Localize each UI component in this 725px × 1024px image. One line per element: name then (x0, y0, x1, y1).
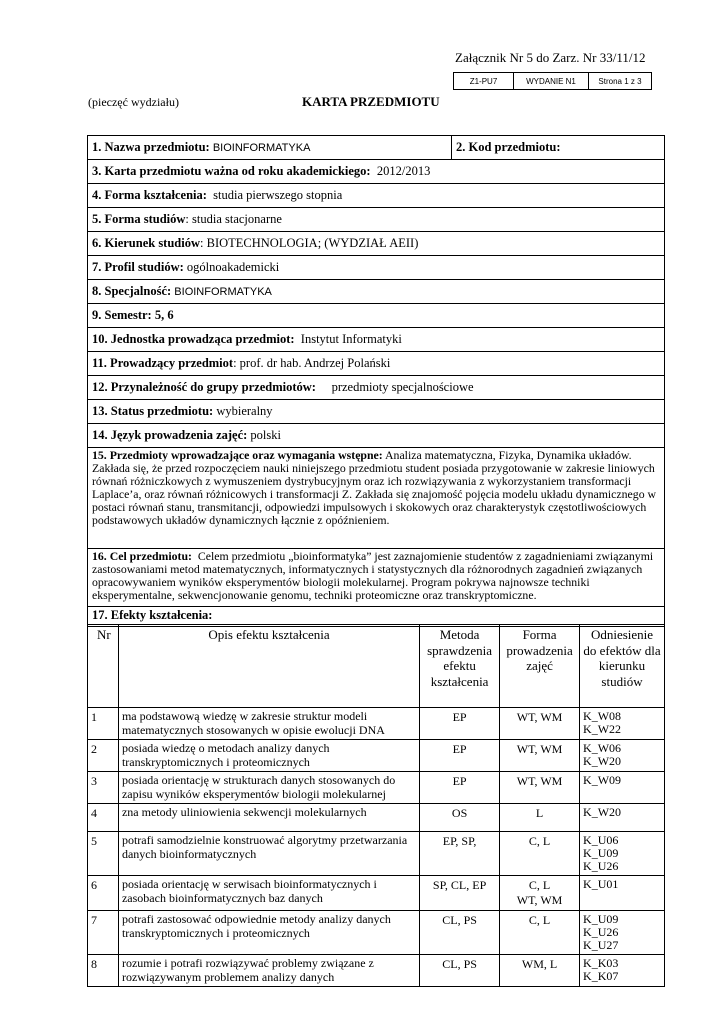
row-reference: K_U06 K_U09 K_U26 (580, 832, 665, 876)
row-form: WT, WM (500, 740, 580, 772)
row-method: OS (420, 804, 500, 832)
field-course-code: 2. Kod przedmiotu: (452, 136, 665, 160)
row-reference: K_K03 K_K07 (580, 955, 665, 987)
row-form: C, L (500, 832, 580, 876)
header-description: Opis efektu kształcenia (118, 625, 419, 708)
row-method: CL, PS (420, 955, 500, 987)
header-nr: Nr (88, 625, 119, 708)
faculty-seal: (pieczęć wydziału) (88, 95, 179, 109)
row-form: WT, WM (500, 772, 580, 804)
row-nr: 8 (88, 955, 119, 987)
annex-note: Załącznik Nr 5 do Zarz. Nr 33/11/12 (455, 50, 646, 65)
header-reference: Odniesienie do efektów dla kierunku studiów (580, 625, 665, 708)
doc-page: Strona 1 z 3 (589, 73, 652, 90)
table-row (88, 708, 665, 740)
row-form: C, L WT, WM (500, 876, 580, 911)
field-course-goal: 16. Cel przedmiotu: Celem przedmiotu „bioinformatyka” jest zaznajomienie studentów z zagadnieniami związanymi zastosowaniami metod matematycznych, informatycznych i statystycznych dla różnorodnych zagadnień związanych opracowywaniem wyników eksperymentów biologii molekularnej. Program pokrywa najnowsze techniki eksperymentalne, sekwencjonowanie genomu, techniki proteomiczne oraz transkryptomiczne. (88, 549, 665, 607)
row-description: potrafi zastosować odpowiednie metody analizy danych transkryptomicznych i proteomicznych (118, 911, 419, 955)
row-form: C, L (500, 911, 580, 955)
field-valid-year: 3. Karta przedmiotu ważna od roku akademickiego: 2012/2013 (88, 160, 665, 184)
row-form: WT, WM (500, 708, 580, 740)
outcomes-header-row (88, 625, 665, 708)
field-learning-outcomes: 17. Efekty kształcenia: (88, 607, 665, 627)
table-row (88, 772, 665, 804)
row-method: EP (420, 740, 500, 772)
field-lecturer: 11. Prowadzący przedmiot: prof. dr hab. Andrzej Polański (88, 352, 665, 376)
field-status: 13. Status przedmiotu: wybieralny (88, 400, 665, 424)
row-nr: 3 (88, 772, 119, 804)
field-subject-group: 12. Przynależność do grupy przedmiotów: przedmioty specjalnościowe (88, 376, 665, 400)
row-reference: K_W06 K_W20 (580, 740, 665, 772)
table-row (88, 740, 665, 772)
row-description: posiada orientację w serwisach bioinformatycznych i zasobach bioinformatycznych baz danych (118, 876, 419, 911)
row-method: EP, SP, (420, 832, 500, 876)
row-nr: 5 (88, 832, 119, 876)
row-method: EP (420, 708, 500, 740)
field-specialty: 8. Specjalność: BIOINFORMATYKA (88, 280, 665, 304)
learning-outcomes-table (87, 624, 665, 987)
row-nr: 2 (88, 740, 119, 772)
table-row (88, 911, 665, 955)
row-nr: 1 (88, 708, 119, 740)
row-nr: 6 (88, 876, 119, 911)
table-row (88, 832, 665, 876)
row-method: EP (420, 772, 500, 804)
row-reference: K_W20 (580, 804, 665, 832)
field-major: 6. Kierunek studiów: BIOTECHNOLOGIA; (WYDZIAŁ AEII) (88, 232, 665, 256)
doc-edition: WYDANIE N1 (514, 73, 589, 90)
row-description: ma podstawową wiedzę w zakresie struktur modeli matematycznych stosowanych w opisie ewolucji DNA (118, 708, 419, 740)
row-description: potrafi samodzielnie konstruować algorytmy przetwarzania danych bioinformatycznych (118, 832, 419, 876)
table-row (88, 876, 665, 911)
table-row (88, 804, 665, 832)
header-method: Metoda sprawdzenia efektu kształcenia (420, 625, 500, 708)
row-form: L (500, 804, 580, 832)
row-nr: 4 (88, 804, 119, 832)
row-nr: 7 (88, 911, 119, 955)
document-info-table (453, 72, 652, 90)
field-language: 14. Język prowadzenia zajęć: polski (88, 424, 665, 448)
header-form: Forma prowadzenia zajęć (500, 625, 580, 708)
field-semester: 9. Semestr: 5, 6 (88, 304, 665, 328)
row-method: SP, CL, EP (420, 876, 500, 911)
row-reference: K_U09 K_U26 K_U27 (580, 911, 665, 955)
row-form: WM, L (500, 955, 580, 987)
row-method: CL, PS (420, 911, 500, 955)
row-description: posiada wiedzę o metodach analizy danych transkryptomicznych i proteomicznych (118, 740, 419, 772)
field-prerequisites: 15. Przedmioty wprowadzające oraz wymagania wstępne: Analiza matematyczna, Fizyka, Dynamika układów. Zakłada się, że przed rozpoczęciem nauki niniejszego przedmiotu student posiada przygotowanie w zakresie liniowych równań różniczkowych z wymuszeniem dystrybucyjnym oraz ich rozwiązywania z wykorzystaniem transformacji Laplace’a, oraz równań różnicowych i transformacji Z. Zakłada się znajomość pojęcia modelu układu dynamicznego w postaci równań stanu, transmitancji, odpowiedzi impulsowych i skokowych oraz charakterystyk częstotliwościowych podstawowych układów dynamicznych łącznie z opóźnieniem. (88, 448, 665, 549)
row-reference: K_W08 K_W22 (580, 708, 665, 740)
row-description: posiada orientację w strukturach danych stosowanych do zapisu wyników eksperymentów biologii molekularnej (118, 772, 419, 804)
table-row (88, 955, 665, 987)
field-study-form: 5. Forma studiów: studia stacjonarne (88, 208, 665, 232)
row-description: zna metody uliniowienia sekwencji molekularnych (118, 804, 419, 832)
doc-code: Z1-PU7 (454, 73, 514, 90)
row-description: rozumie i potrafi rozwiązywać problemy związane z rozwiązywanym problemem analizy danych (118, 955, 419, 987)
page-title: KARTA PRZEDMIOTU (302, 94, 440, 109)
field-course-name: 1. Nazwa przedmiotu: BIOINFORMATYKA (88, 136, 452, 160)
field-study-profile: 7. Profil studiów: ogólnoakademicki (88, 256, 665, 280)
row-reference: K_W09 (580, 772, 665, 804)
field-unit: 10. Jednostka prowadząca przedmiot: Instytut Informatyki (88, 328, 665, 352)
row-reference: K_U01 (580, 876, 665, 911)
course-card-table (87, 135, 665, 627)
field-education-form: 4. Forma kształcenia: studia pierwszego stopnia (88, 184, 665, 208)
